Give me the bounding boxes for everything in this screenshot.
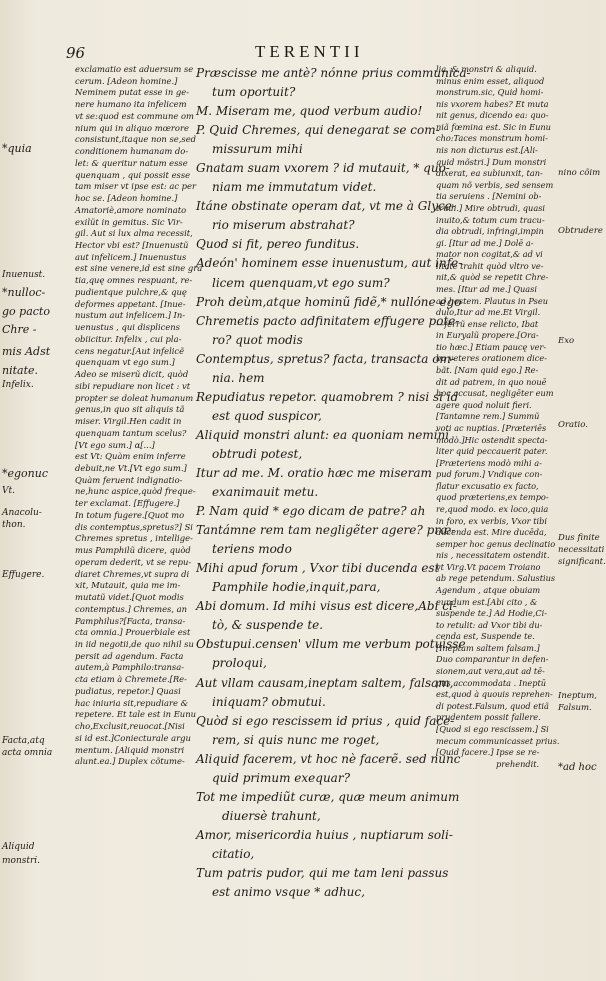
commentary-line: repetere. Et tale est in Eunu — [75, 709, 196, 720]
commentary-line: nit genus, dicendo ea: quo- — [436, 110, 549, 121]
commentary-line: niã fœmina est. Sic in Eunu — [436, 121, 551, 132]
left-margin-note: *quia — [2, 142, 32, 155]
commentary-line: mutatũ videt.[Quot modis — [75, 592, 184, 603]
left-margin-note: *egonuc — [2, 467, 49, 480]
commentary-line: gil. Aut si lux alma recessit, — [75, 228, 193, 239]
verse-line: diuersè trahunt, — [222, 808, 321, 823]
right-margin-note: Falsum. — [558, 703, 592, 713]
verse-line: iniquam? obmutui. — [212, 694, 326, 709]
commentary-line: quid mõstri.] Dum monstri — [436, 156, 547, 167]
commentary-line: xit, Mutauit, quia me im- — [75, 580, 181, 591]
commentary-line: operam dederit, vt se repu- — [75, 556, 192, 567]
right-margin-note: Obtrudere — [558, 226, 603, 236]
verse-line: licem quenquam,vt ego sum? — [212, 275, 390, 290]
verse-line: Gnatam suam vxorem ? id mutauit, * quo- — [196, 161, 450, 176]
commentary-line: re,quod modo. ex loco,quia — [436, 503, 549, 514]
commentary-line: bãt. [Nam quid ego.] Re- — [436, 365, 539, 376]
verse-line: est quod suspicor, — [212, 408, 322, 423]
commentary-line: Quàm feruent indignatio- — [75, 474, 183, 485]
verse-line: Adeón' hominem esse inuenustum, aut infe- — [196, 256, 463, 271]
verse-line: quid primum exequar? — [212, 770, 351, 785]
commentary-line: tia seruiens . [Nemini ob- — [436, 191, 542, 202]
commentary-line: Agendum , atque obuiam — [436, 585, 541, 596]
commentary-line: voti ac nuptias. [Præteriēs — [436, 422, 547, 433]
commentary-line: cho:Taces monstrum homi- — [436, 133, 548, 144]
verse-line: P. Nam quid * ego dicam de patre? ah — [196, 504, 426, 519]
commentary-line: liter quid peccauerit pater. — [436, 446, 548, 457]
commentary-line: prehendit. — [496, 758, 540, 769]
verse-line: Tot me impediũt curæ, quæ meum animum — [196, 789, 460, 804]
commentary-line: pudiatus, repetor.] Quasi — [75, 685, 181, 696]
commentary-line: vt Virg.Vt pacem Troiano — [436, 561, 541, 572]
commentary-right-column — [436, 64, 564, 770]
left-margin-note: mis Adst — [2, 345, 51, 358]
commentary-line: nis , necessitatem ostendit. — [436, 550, 550, 561]
verse-line: obtrudi potest, — [212, 446, 303, 461]
commentary-line: let: & queritur natum esse — [75, 157, 188, 168]
commentary-line: Chremes spretus , intellige- — [75, 533, 193, 544]
left-margin-note: Aliquid — [2, 842, 35, 852]
left-margin-note: acta omnia — [2, 748, 53, 758]
commentary-line: cho,Exclusit,reuocat.[Nisi — [75, 721, 185, 732]
commentary-line: eundum est.[Abi cito , & — [436, 596, 538, 607]
right-margin-note: Ineptum, — [558, 691, 597, 701]
commentary-line: deformes appetant. [Inue- — [75, 298, 186, 309]
verse-line: Tantámne rem tam negligẽter agere? præ- — [196, 523, 456, 538]
verse-line: Aliquid monstri alunt: ea quoniam nemini — [196, 427, 450, 442]
commentary-line: pus accommodata . Ineptū — [436, 677, 547, 688]
commentary-line: [Præteriens modò mihi a- — [436, 457, 542, 468]
left-margin-note: *nulloc- — [2, 286, 46, 299]
right-margin-note: Exo — [558, 336, 575, 346]
verse-line: Repudiatus repetor. quamobrem ? nisi si id — [196, 389, 459, 404]
commentary-line: inuito,& totum cum tracu- — [436, 214, 545, 225]
commentary-line: cenda est, Suspende te. — [436, 631, 535, 642]
commentary-line: semper hoc genus declinatio — [436, 538, 556, 549]
commentary-line: nere humano ita infelicem — [75, 99, 187, 110]
commentary-line: cta etiam à Chremete.[Re- — [75, 674, 187, 685]
commentary-line: autem,à Pamphilo:transa- — [75, 662, 185, 673]
verse-line: citatio, — [212, 846, 255, 861]
commentary-line: mes. [Itur ad me.] Quasi — [436, 283, 537, 294]
commentary-line: alunt.ea.] Duplex cõtume- — [75, 756, 185, 767]
verse-line: nia. hem — [212, 370, 265, 385]
verse-line: Quod si fit, pereo funditus. — [196, 237, 360, 252]
left-margin-note: Inuenust. — [2, 270, 46, 280]
commentary-line: conditionem humanam do- — [75, 146, 189, 157]
commentary-line: persit ad agendum. Facta — [75, 650, 184, 661]
commentary-line: quod præteriens,ex tempo- — [436, 492, 549, 503]
commentary-line: prudentem possit fallere. — [436, 712, 541, 723]
commentary-line: tio hæc.] Etiam paucę ver- — [436, 341, 547, 352]
verse-line: missurum mihi — [212, 142, 303, 157]
verse-line: P. Quid Chremes, qui denegarat se com- — [196, 123, 440, 138]
verse-line: exanimauit metu. — [212, 485, 319, 500]
commentary-line: [Quid facere.] Ipse se re- — [436, 747, 540, 758]
commentary-line: ne,hunc aspice,quòd freque- — [75, 486, 196, 497]
verse-line: niam me immutatum videt. — [212, 180, 377, 195]
commentary-line: quenquam , qui possit esse — [75, 169, 191, 180]
commentary-line: agere quod noluit fieri. — [436, 399, 532, 410]
commentary-line: sionem,aut vera,aut ad tē- — [436, 666, 545, 677]
commentary-line: litate trahit quòd vltro ve- — [436, 260, 544, 271]
verse-line: ro? quot modis — [212, 332, 303, 347]
left-margin-note: Anacolu- — [2, 508, 42, 518]
verse-line: Pamphile hodie,inquit,para, — [212, 580, 381, 595]
verse-line: teriens modo — [212, 542, 292, 557]
commentary-line: exclamatio est aduersum se — [75, 64, 194, 74]
commentary-line: Amatoriè,amore nominato — [75, 204, 187, 215]
commentary-line: vt se:quod est commune om — [75, 110, 194, 121]
commentary-line: diaret Chremes,vt supra di — [75, 568, 190, 579]
commentary-line: monstrum.sic, Quid homi- — [436, 87, 544, 98]
left-margin-note: thon. — [2, 520, 26, 530]
verse-line: Quòd si ego rescissem id prius , quid face- — [196, 713, 455, 728]
left-margin-note: go pacto — [2, 305, 50, 318]
commentary-line: nium qui in aliquo mœrore — [75, 122, 189, 133]
verse-line: Aut vllam causam,ineptam saltem, falsam, — [196, 675, 454, 690]
left-margin-note: monstri. — [2, 856, 41, 866]
commentary-line: cens negatur.[Aut infelicẽ — [75, 345, 185, 356]
commentary-line: in foro, ex verbis, Vxor tibi — [436, 515, 547, 526]
commentary-line: mus Pamphilũ dicere, quòd — [75, 545, 191, 556]
commentary-line: pudientque pulchre,& quę — [75, 286, 187, 297]
verse-line: Proh deùm,atque hominũ fidẽ,* nullóne ego — [196, 294, 462, 309]
commentary-line: mentum. [Aliquid monstri — [75, 744, 185, 755]
commentary-line: suspende te.] Ad Hodie,Ci- — [436, 608, 548, 619]
verse-line: tò, & suspende te. — [212, 618, 324, 633]
verse-line: Obstupui.censen' vllum me verbum potuisse — [196, 637, 466, 652]
right-margin-note: necessitati — [558, 545, 605, 555]
commentary-line: sibi repudiare non licet : vt — [75, 380, 191, 391]
commentary-line: Pamphilus?[Facta, transa- — [75, 615, 186, 626]
commentary-left-column — [75, 64, 215, 768]
commentary-line: hoc accusat, negligēter eum — [436, 388, 554, 399]
commentary-line: Duo comparantur in defen- — [436, 654, 549, 665]
commentary-line: mator non cogitat,& ad vi — [436, 249, 543, 260]
right-margin-note: significant. — [558, 557, 606, 567]
commentary-line: consistunt,itaque non se,sed — [75, 134, 197, 145]
right-margin-note: nino cõim — [558, 168, 601, 178]
left-margin-note: Facta,atq — [2, 736, 45, 746]
commentary-line: ad hostem. Plautus in Pseu — [436, 295, 548, 306]
commentary-line: di potest.Falsum, quod etiã — [436, 700, 549, 711]
commentary-line: hac iniuria sit,repudiare & — [75, 697, 189, 708]
commentary-line: propter se doleat humanum — [75, 392, 194, 403]
commentary-line: nis non dicturus est.[Ali- — [436, 145, 538, 156]
commentary-line: to retulit: ad Vxor tibi du- — [436, 619, 543, 630]
commentary-line: pud forum.] Vndique con- — [436, 469, 543, 480]
verse-line: Contemptus, spretus? facta, transacta om- — [196, 351, 455, 366]
commentary-line: ab rege petendum. Salustius — [436, 573, 556, 584]
verse-line: Itur ad me. M. oratio hæc me miseram — [196, 465, 432, 480]
commentary-line: est Vt: Quàm enim inferre — [75, 451, 186, 462]
commentary-line: ba veteres orationem dice- — [436, 353, 547, 364]
commentary-line: tia,quę omnes respuant, re- — [75, 275, 193, 286]
play-text-column — [196, 64, 471, 902]
commentary-line: flatur excusatio ex facto, — [436, 480, 539, 491]
verse-line: M. Miseram me, quod verbum audio! — [196, 104, 423, 119]
left-margin-note: nitate. — [2, 364, 39, 377]
commentary-line: dulo,Itur ad me.Et Virgil. — [436, 307, 541, 318]
commentary-line: —ferrũ ense relicto, Ibat — [436, 318, 539, 329]
commentary-line: in Euryalũ propere.[Ora- — [436, 330, 539, 341]
commentary-line: nustum aut infelicem.] In- — [75, 310, 186, 321]
right-margin-note: *ad hoc — [558, 762, 597, 773]
commentary-line: [Vt ego sum.] α[...] — [75, 439, 155, 450]
verse-line: est animo vsque * adhuc, — [212, 885, 365, 900]
page-number: 96 — [66, 44, 86, 62]
commentary-line: dixerat, ea subiunxit, tan- — [436, 168, 543, 179]
commentary-line: dia obtrudi, infringi,impin — [436, 226, 544, 237]
commentary-line: cerum. [Adeon homine.] — [75, 75, 178, 86]
commentary-line: hoc se. [Adeon homine.] — [75, 193, 178, 204]
commentary-line: trudi.] Mire obtrudi, quasi — [436, 202, 546, 213]
verse-line: Aliquid facerem, vt hoc nè facerẽ. sed nunc — [196, 751, 461, 766]
commentary-line: Neminem putat esse in ge- — [75, 87, 190, 98]
commentary-line: modò.]Hic ostendit specta- — [436, 434, 548, 445]
left-margin-note: Vt. — [2, 486, 15, 496]
commentary-line: nis vxorem habes? Et muta — [436, 98, 549, 109]
running-head: TERENTII — [255, 42, 364, 61]
commentary-line: aut infelicem.] Inuenustus — [75, 251, 187, 262]
left-margin-notes — [0, 0, 75, 981]
commentary-line: tam miser vt ipse est: ac per — [75, 181, 196, 192]
verse-line: Abi domum. Id mihi visus est dicere,Abi ci- — [196, 599, 457, 614]
verse-line: tum oportuit? — [212, 85, 296, 100]
commentary-line: [Quod si ego rescissem.] Si — [436, 723, 549, 734]
commentary-line: in iid negotii,de quo nihil su — [75, 638, 194, 649]
commentary-line: genus,in quo sit aliquis tã — [75, 404, 185, 415]
commentary-line: [Ineptam saltem falsam.] — [436, 642, 540, 653]
commentary-line: cta omnia.] Prouerbiale est — [75, 627, 191, 638]
commentary-line: quenquam vt ego sum.] — [75, 357, 175, 368]
commentary-line: miser. Virgil.Hen cadit in — [75, 416, 182, 427]
commentary-line: Adeo se miserũ dicit, quòd — [75, 369, 189, 380]
commentary-line: Hector vbi est? [Inuenustũ — [75, 240, 189, 251]
verse-line: Præscisse me antè? nónne prius communica- — [196, 66, 471, 80]
left-margin-note: Chre - — [2, 323, 37, 336]
commentary-line: quam nõ verbis, sed sensem — [436, 179, 554, 190]
verse-line: Itáne obstinate operam dat, vt me à Glyce- — [196, 199, 456, 214]
commentary-line: contemptus.] Chremes, an — [75, 603, 188, 614]
left-margin-note: Infelix. — [2, 380, 34, 390]
commentary-line: dis contemptus,spretus?] Si — [75, 521, 193, 532]
verse-line: Amor, misericordia huius , nuptiarum soli- — [196, 827, 453, 842]
commentary-line: est,quod à quouis reprehen- — [436, 689, 553, 700]
verse-line: Tum patris pudor, qui me tam leni passus — [196, 865, 449, 880]
commentary-line: lia, & monstri & aliquid. — [436, 64, 537, 74]
commentary-line: [Tantamne rem.] Summũ — [436, 411, 540, 422]
commentary-line: minus enim esset, aliquod — [436, 75, 545, 86]
commentary-line: ducenda est. Mire ducēda, — [436, 527, 547, 538]
commentary-line: obiicitur. Infelix , cui pla- — [75, 333, 182, 344]
commentary-line: In totum fugere.[Quot mo — [75, 509, 185, 520]
commentary-line: mecum communicasset prius. — [436, 735, 560, 746]
commentary-line: dit ad patrem, in quo nouē — [436, 376, 547, 387]
right-margin-notes — [556, 0, 606, 981]
commentary-line: si id est.]Coniecturale argu — [75, 732, 191, 743]
commentary-line: ter exclamat. [Effugere.] — [75, 498, 180, 509]
commentary-line: est sine venere,id est sine gra — [75, 263, 203, 274]
right-margin-note: Oratio. — [558, 420, 588, 430]
verse-line: rem, si quis nunc me roget, — [212, 732, 380, 747]
right-margin-note: Dus finite — [558, 533, 600, 543]
commentary-line: quenquam tantum scelus? — [75, 427, 187, 438]
commentary-line: nit,& quòd se repetit Chre- — [436, 272, 549, 283]
verse-line: proloqui, — [212, 656, 267, 671]
verse-line: Mihi apud forum , Vxor tibi ducenda est — [196, 561, 440, 576]
verse-line: Chremetis pacto adfinitatem effugere pote- — [196, 313, 460, 328]
commentary-line: exilüt in gemitus. Sic Vir- — [75, 216, 183, 227]
commentary-line: gi. [Itur ad me.] Dolē a- — [436, 237, 534, 248]
commentary-line: debuit,ne Vt.[Vt ego sum.] — [75, 462, 187, 473]
verse-line: rio miserum abstrahat? — [212, 218, 355, 233]
left-margin-note: Effugere. — [2, 570, 45, 580]
commentary-line: uenustus , qui displicens — [75, 322, 180, 333]
